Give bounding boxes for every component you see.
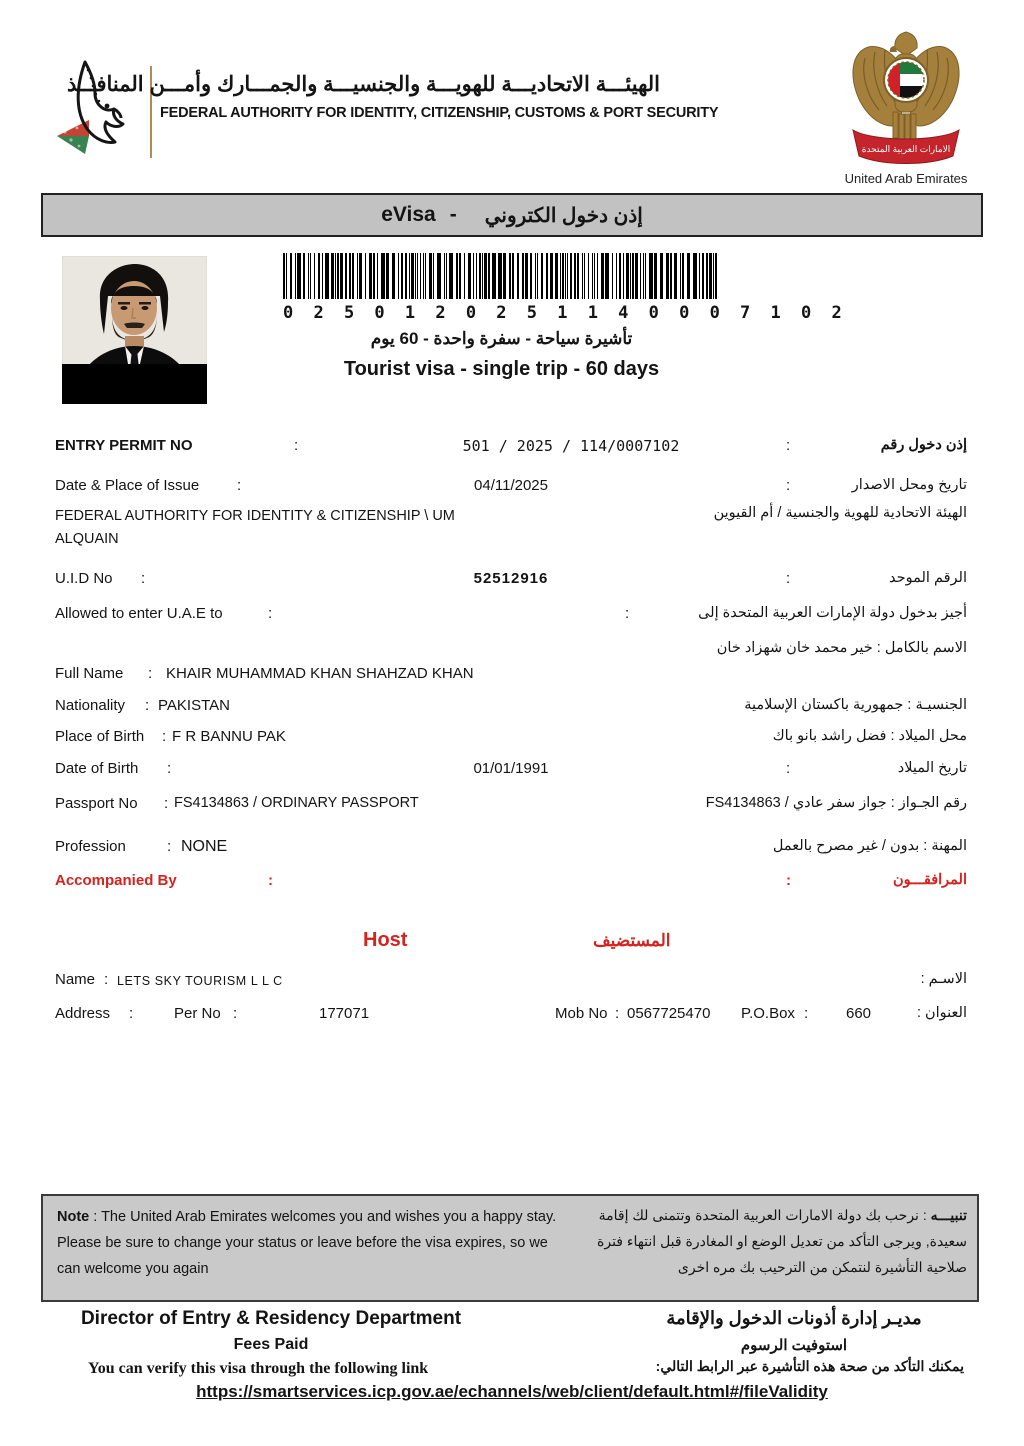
colon: : [233, 1005, 238, 1022]
colon: : [268, 605, 273, 622]
field-label-ar: إذن دخول رقم [880, 437, 967, 453]
colon: : [268, 872, 273, 889]
field-label-ar: المرافقـــون [892, 872, 967, 888]
colon: : [141, 570, 146, 587]
evisa-title-bar [41, 193, 983, 237]
field-label-en: Accompanied By [55, 872, 177, 889]
colon: : [625, 605, 630, 622]
field-label-en: Place of Birth [55, 728, 145, 745]
colon: : [148, 665, 153, 682]
applicant-photo [62, 256, 207, 404]
emblem-caption: United Arab Emirates [844, 171, 968, 186]
field-profession [41, 838, 983, 862]
field-label-ar: الرقم الموحد [889, 570, 967, 586]
note-text-en [57, 1204, 562, 1282]
field-value: 04/11/2025 [474, 477, 548, 494]
field-issuing-authority [41, 505, 983, 547]
authority-name-arabic: الهيئـــة الاتحاديـــة للهويـــة والجنسيـــة والجمـــارك وأمـــن المنافـــذ [67, 73, 660, 96]
host-pobox-label: P.O.Box [741, 1005, 795, 1022]
host-mob-value: 0567725470 [627, 1005, 711, 1022]
colon: : [129, 1005, 134, 1022]
field-value: 501 / 2025 / 114/0007102 [462, 437, 680, 455]
field-entry-permit-no [41, 437, 983, 461]
field-uid-no [41, 570, 983, 594]
director-title-en: Director of Entry & Residency Department [80, 1308, 462, 1329]
barcode-digits: 0 2 5 0 1 2 0 2 5 1 1 4 0 0 0 7 1 0 2 [283, 303, 847, 323]
field-label-en: Allowed to enter U.A.E to [55, 605, 223, 622]
field-label-ar: الاسم بالكامل : خير محمد خان شهزاد خان [716, 640, 967, 656]
field-label-en: Nationality [55, 697, 126, 714]
field-label-ar: تاريخ الميلاد [897, 760, 967, 776]
colon: : [164, 795, 169, 812]
colon: : [294, 437, 299, 454]
field-accompanied-by [41, 872, 983, 896]
note-body-ar: نرحب بك دولة الامارات العربية المتحدة وتتمنى لك إقامة سعيدة, ويرجى التأكد من تعديل الوضع او المغادرة قبل انتهاء فترة صلاحية التأشيرة لنتمكن من الترحيب بك مره اخرى [597, 1207, 967, 1275]
emblem-ribbon-text: الامارات العربية المتحدة [861, 144, 951, 154]
visa-fields [41, 437, 983, 909]
host-name-label: Name [55, 971, 96, 988]
verify-text-ar: يمكنك التأكد من صحة هذه التأشيرة عبر الرابط التالي: [655, 1358, 964, 1374]
host-address-label-ar: العنوان : [916, 1005, 967, 1021]
authority-titles [67, 72, 719, 121]
host-name-label-ar: الاسـم : [920, 971, 967, 987]
field-label-ar: رقم الجـواز : جواز سفر عادي / FS4134863 [705, 795, 967, 811]
field-label-en: Passport No [55, 795, 138, 812]
field-label-en: Profession [55, 838, 126, 855]
host-per-no-label: Per No [174, 1005, 221, 1022]
visa-type-arabic: تأشيرة سياحة - سفرة واحدة - 60 يوم [370, 329, 633, 348]
field-label-ar: المهنة : بدون / غير مصرح بالعمل [772, 838, 967, 854]
colon: : [804, 1005, 809, 1022]
note-box [41, 1194, 979, 1302]
field-label-en: FEDERAL AUTHORITY FOR IDENTITY & CITIZENSHIP \ UM ALQUAIN [55, 508, 455, 547]
host-per-no-value: 177071 [319, 1005, 370, 1022]
colon: : [786, 570, 791, 587]
field-allowed-to-enter [41, 605, 983, 629]
field-value: 01/01/1991 [473, 760, 549, 777]
host-title-en: Host [363, 929, 408, 951]
visa-type-english: Tourist visa - single trip - 60 days [343, 358, 660, 380]
barcode-icon [283, 253, 720, 299]
field-value: PAKISTAN [158, 697, 230, 714]
field-value: FS4134863 / ORDINARY PASSPORT [174, 795, 419, 811]
uae-emblem [843, 26, 969, 186]
host-section [41, 909, 983, 1039]
field-place-of-birth [41, 728, 983, 752]
field-label-en: Full Name [55, 665, 124, 682]
title-dash: - [449, 203, 457, 226]
field-full-name [41, 665, 983, 689]
verification-link-row [0, 1382, 1024, 1402]
field-value: KHAIR MUHAMMAD KHAN SHAHZAD KHAN [166, 665, 474, 682]
host-mob-label: Mob No [555, 1005, 608, 1022]
host-address-label: Address [55, 1005, 111, 1022]
field-full-name-arabic [41, 640, 983, 664]
field-value: 52512916 [473, 570, 549, 587]
host-pobox-value: 660 [846, 1005, 872, 1022]
field-label-ar: الهيئة الاتحادية للهوية والجنسية / أم القيوين [713, 505, 967, 521]
field-value: NONE [181, 838, 228, 855]
title-arabic: إذن دخول الكتروني [484, 204, 643, 227]
fees-paid-en: Fees Paid [233, 1336, 309, 1353]
colon: : [162, 728, 167, 745]
field-label-en: U.I.D No [55, 570, 113, 587]
colon: : [167, 838, 172, 855]
host-title-ar: المستضيف [593, 931, 671, 950]
verify-text-en: You can verify this visa through the following link [88, 1360, 429, 1377]
field-date-place-of-issue [41, 477, 983, 501]
field-label-en: Date & Place of Issue [55, 477, 200, 494]
field-label-ar: الجنسيـة : جمهورية باكستان الإسلامية [744, 697, 967, 713]
field-label-en: Date of Birth [55, 760, 139, 777]
colon: : [237, 477, 242, 494]
director-title-ar: مديـر إدارة أذونات الدخول والإقامة [666, 1308, 922, 1328]
uae-falcon-emblem-icon [843, 26, 969, 164]
host-name-row [41, 971, 983, 993]
field-value: F R BANNU PAK [172, 728, 286, 745]
field-label-ar: محل الميلاد : فضل راشد بانو باك [772, 728, 967, 744]
note-body-en: The United Arab Emirates welcomes you and wishes you a happy stay. Please be sure to change your status or leave before the visa expires, so we can welcome you again [57, 1209, 557, 1277]
host-address-row [41, 1005, 983, 1027]
authority-name-english: FEDERAL AUTHORITY FOR IDENTITY, CITIZENSHIP, CUSTOMS & PORT SECURITY [160, 105, 719, 121]
field-date-of-birth [41, 760, 983, 784]
colon: : [615, 1005, 620, 1022]
field-label-ar: أجيز بدخول دولة الإمارات العربية المتحدة إلى [698, 605, 967, 621]
barcode-block [283, 253, 847, 381]
colon: : [93, 1209, 98, 1225]
field-nationality [41, 697, 983, 721]
colon: : [104, 971, 109, 988]
note-label-ar: تنبيـــه [930, 1207, 967, 1223]
note-label-en: Note [57, 1209, 90, 1225]
field-label-en: ENTRY PERMIT NO [55, 437, 193, 454]
colon: : [922, 1207, 927, 1223]
colon: : [145, 697, 150, 714]
title-evisa: eVisa [381, 203, 436, 226]
fees-paid-ar: استوفيت الرسوم [740, 1337, 848, 1354]
field-label-ar: تاريخ ومحل الاصدار [851, 477, 967, 493]
note-text-ar [567, 1202, 967, 1280]
colon: : [786, 437, 791, 454]
colon: : [167, 760, 172, 777]
field-passport-no [41, 795, 983, 819]
colon: : [786, 477, 791, 494]
colon: : [786, 760, 791, 777]
host-name-value: LETS SKY TOURISM L L C [117, 974, 283, 988]
colon: : [786, 872, 791, 889]
verification-link[interactable]: https://smartservices.icp.gov.ae/echannels/web/client/default.html#/fileValidity [196, 1382, 828, 1401]
